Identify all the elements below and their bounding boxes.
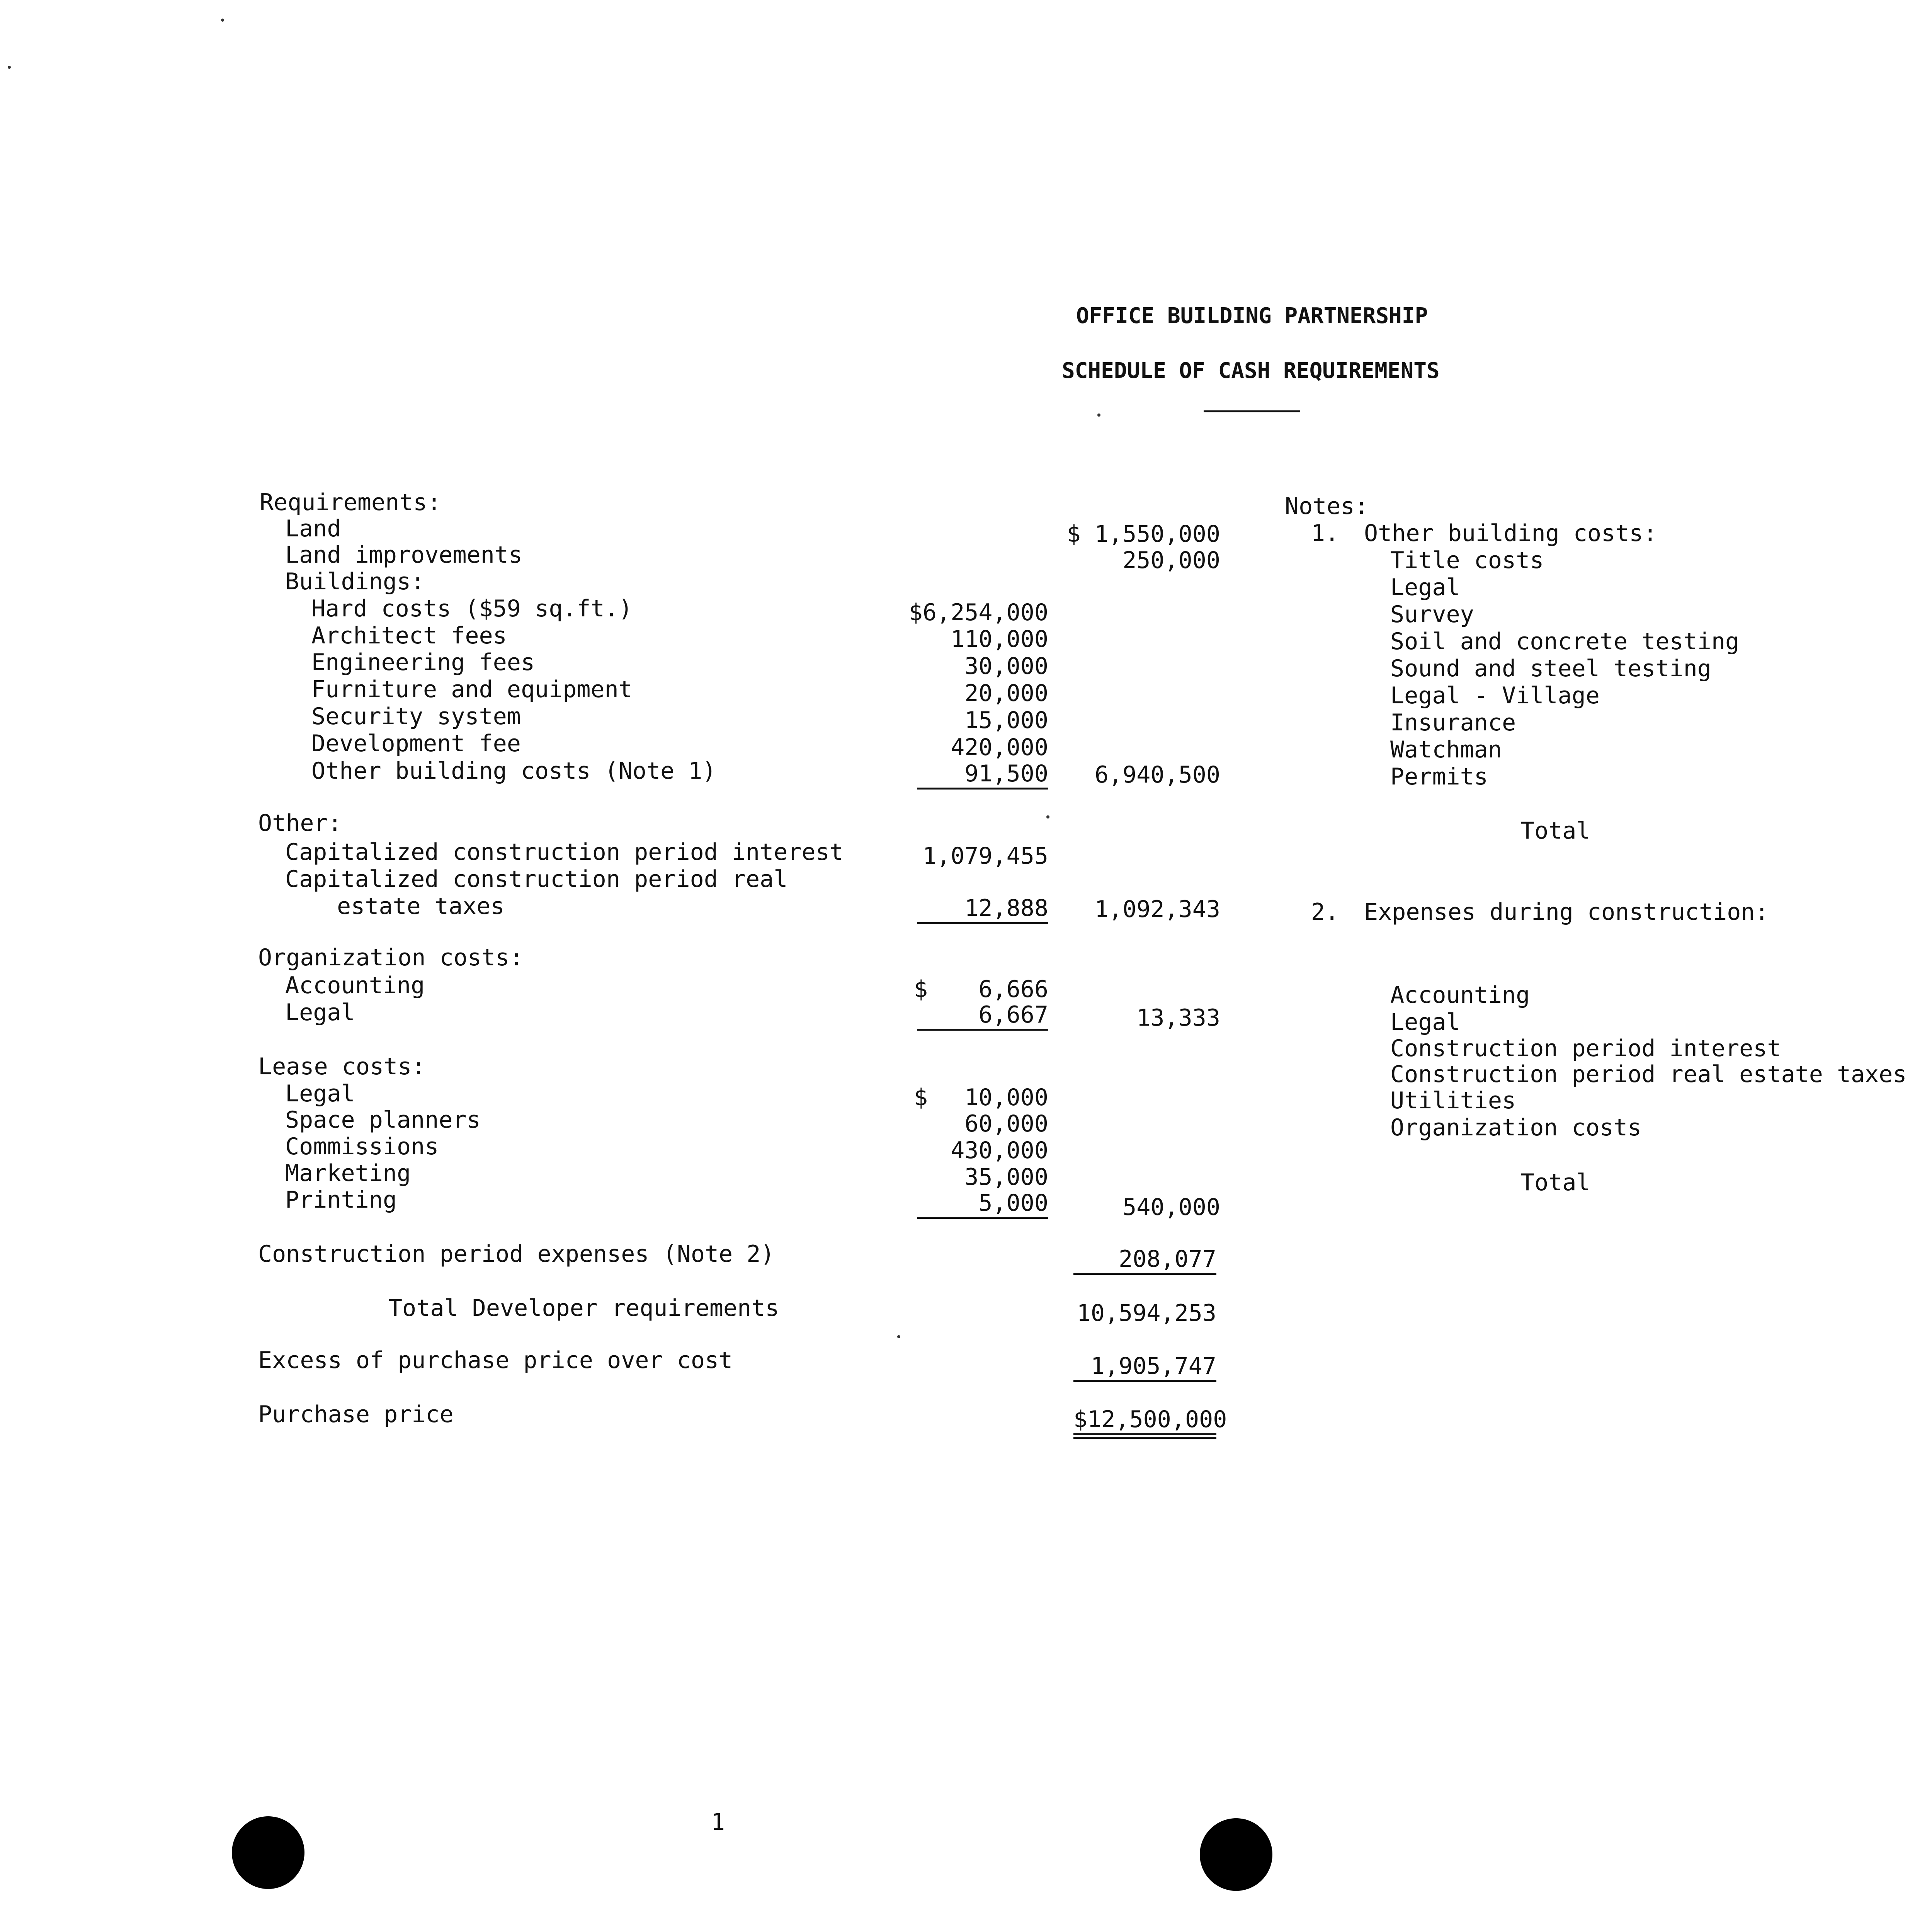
construction-expenses-label: Construction period expenses (Note 2)	[258, 1240, 775, 1268]
other-heading: Other:	[258, 810, 342, 837]
note1-item-label: Legal	[1390, 574, 1460, 601]
buildings-heading: Buildings:	[285, 568, 425, 595]
note1-item-label: Soil and concrete testing	[1390, 628, 1740, 655]
excess-value: 1,905,747	[1073, 1354, 1216, 1382]
other-item-value: 12,888	[917, 897, 1048, 924]
lease-item-label: Legal	[285, 1080, 355, 1107]
lease-item-sign: $	[914, 1084, 928, 1111]
page-number: 1	[711, 1809, 725, 1836]
building-item-value: 20,000	[964, 680, 1048, 707]
other-total: 1,092,343	[1094, 896, 1220, 923]
building-item-label: Furniture and equipment	[311, 676, 633, 703]
building-item-label: Engineering fees	[311, 649, 535, 676]
lease-item-value: 60,000	[964, 1110, 1048, 1137]
org-item-value: 6,666	[978, 976, 1048, 1003]
note2-row-label: Construction period interest	[1390, 1035, 1781, 1062]
lease-item-value: 430,000	[951, 1137, 1048, 1164]
note2-row-label: Construction period real estate taxes	[1390, 1061, 1907, 1088]
building-item-label: Security system	[311, 703, 521, 730]
org-heading: Organization costs:	[258, 944, 524, 971]
building-item-label: Other building costs (Note 1)	[311, 757, 716, 784]
land-label: Land	[285, 515, 341, 542]
org-total: 13,333	[1136, 1004, 1220, 1031]
lease-item-value: 10,000	[964, 1084, 1048, 1111]
lease-item-label: Space planners	[285, 1106, 481, 1133]
note2-total-label: Total	[1520, 1169, 1590, 1196]
building-item-value: 91,500	[917, 762, 1048, 790]
document-subtitle: SCHEDULE OF CASH REQUIREMENTS	[1062, 358, 1440, 383]
punch-hole-left	[232, 1816, 304, 1889]
note1-item-label: Insurance	[1390, 709, 1516, 736]
purchase-price-label: Purchase price	[258, 1401, 454, 1428]
note1-number: 1.	[1311, 520, 1339, 547]
note2-row-label: Utilities	[1390, 1087, 1516, 1114]
org-item-value: 6,667	[917, 1003, 1048, 1031]
lease-item-label: Marketing	[285, 1160, 411, 1187]
note1-title: Other building costs:	[1364, 520, 1657, 547]
other-item-value: 1,079,455	[922, 842, 1048, 870]
total-developer-label: Total Developer requirements	[388, 1295, 779, 1322]
lease-item-value: 5,000	[917, 1191, 1048, 1219]
note1-item-label: Legal - Village	[1390, 682, 1600, 709]
scan-speck	[897, 1335, 900, 1338]
building-item-label: Development fee	[311, 730, 521, 757]
other-item-label-cont: estate taxes	[337, 893, 505, 920]
total-developer-value: 10,594,253	[1077, 1300, 1216, 1327]
org-item-sign: $	[914, 976, 928, 1003]
punch-hole-center	[1200, 1818, 1272, 1891]
note2-row-label: Organization costs	[1390, 1114, 1642, 1141]
building-item-value: 30,000	[964, 653, 1048, 680]
other-item-label: Capitalized construction period interest	[285, 839, 844, 866]
note2-row-label: Legal	[1390, 1009, 1460, 1036]
title-rule	[1204, 410, 1300, 412]
building-item-value: 420,000	[951, 734, 1048, 761]
lease-item-label: Commissions	[285, 1133, 439, 1160]
excess-label: Excess of purchase price over cost	[258, 1347, 733, 1374]
org-item-label: Accounting	[285, 972, 425, 999]
building-item-value: 110,000	[951, 626, 1048, 653]
lease-total: 540,000	[1122, 1194, 1220, 1221]
scan-speck	[1097, 413, 1100, 417]
note1-item-label: Survey	[1390, 601, 1474, 628]
notes-heading: Notes:	[1285, 493, 1369, 520]
building-item-value: 15,000	[964, 707, 1048, 734]
scan-speck	[221, 19, 224, 22]
note2-number: 2.	[1311, 898, 1339, 926]
building-item-value: $6,254,000	[908, 599, 1048, 626]
note1-item-label: Title costs	[1390, 547, 1544, 574]
land-value: $ 1,550,000	[1066, 521, 1220, 548]
construction-expenses-value: 208,077	[1073, 1247, 1216, 1275]
building-item-label: Architect fees	[311, 622, 507, 649]
lease-heading: Lease costs:	[258, 1053, 426, 1080]
note2-title: Expenses during construction:	[1364, 898, 1769, 926]
lease-item-value: 35,000	[964, 1164, 1048, 1191]
scan-speck	[8, 66, 11, 69]
buildings-total: 6,940,500	[1094, 761, 1220, 788]
other-item-label: Capitalized construction period real	[285, 866, 788, 893]
note1-item-label: Sound and steel testing	[1390, 655, 1711, 682]
note1-item-label: Permits	[1390, 763, 1488, 790]
purchase-price-value: $12,500,000	[1073, 1408, 1216, 1439]
document-title: OFFICE BUILDING PARTNERSHIP	[1076, 303, 1428, 328]
note1-item-label: Watchman	[1390, 736, 1502, 763]
lease-item-label: Printing	[285, 1186, 397, 1213]
note1-total-label: Total	[1520, 817, 1590, 844]
building-item-label: Hard costs ($59 sq.ft.)	[311, 595, 633, 622]
scan-speck	[1046, 815, 1049, 818]
note2-row-label: Accounting	[1390, 982, 1530, 1009]
land-improvements-value: 250,000	[1122, 547, 1220, 574]
requirements-heading: Requirements:	[260, 489, 441, 516]
land-improvements-label: Land improvements	[285, 541, 523, 568]
org-item-label: Legal	[285, 999, 355, 1026]
